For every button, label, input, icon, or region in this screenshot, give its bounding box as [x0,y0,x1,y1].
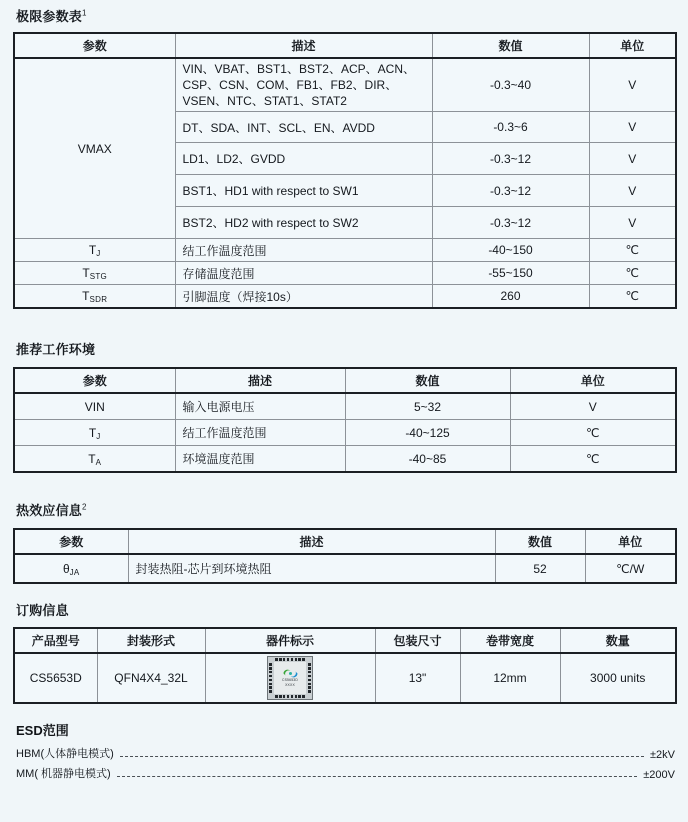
column-header-value: 数值 [345,368,510,393]
parameter-cell-tstg [14,262,175,285]
unit-cell: ℃ [510,420,676,446]
unit-cell: V [589,207,676,239]
chip-pins-bottom [275,695,305,698]
ordering-section-title: 订购信息 [16,603,69,618]
column-header-value: 数值 [495,529,585,554]
description-cell: BST1、HD1 with respect to SW1 [175,175,432,207]
table-header-row [14,33,676,58]
chip-core [274,662,306,694]
table-header-row [14,529,676,554]
esd-row-mm [16,765,675,781]
parameter-cell-tsdr [14,285,175,309]
table-row [14,393,676,420]
description-cell: DT、SDA、INT、SCL、EN、AVDD [175,112,432,143]
description-cell: 存储温度范围 [175,262,432,285]
description-cell: 封装热阻-芯片到环境热阻 [128,554,495,583]
column-header-tape-width: 卷带宽度 [460,628,560,653]
value-cell: -40~125 [345,420,510,446]
part-number-cell: CS5653D [14,653,97,703]
recommended-section-title: 推荐工作环境 [16,342,96,357]
parameter-symbol: T [88,451,96,466]
value-cell: -40~85 [345,446,510,473]
esd-label-mm: MM( 机器静电模式) [16,768,111,780]
absolute-max-section-title [16,6,675,25]
column-header-description: 描述 [175,368,345,393]
unit-cell: ℃/W [585,554,676,583]
parameter-cell-tj [14,239,175,262]
reel-size-cell: 13" [375,653,460,703]
column-header-parameter: 参数 [14,529,128,554]
column-header-package-type: 封装形式 [97,628,205,653]
unit-cell: V [589,112,676,143]
description-cell: BST2、HD2 with respect to SW2 [175,207,432,239]
description-cell: 结工作温度范围 [175,239,432,262]
chip-pins-left [269,663,272,693]
description-cell: 环境温度范围 [175,446,345,473]
description-cell: LD1、LD2、GVDD [175,143,432,175]
column-header-parameter: 参数 [14,368,175,393]
esd-leader-line [117,775,638,777]
unit-cell: V [589,175,676,207]
parameter-group-vmax: VMAX [14,58,175,239]
package-type-cell: QFN4X4_32L [97,653,205,703]
column-header-parameter: 参数 [14,33,175,58]
value-cell: -0.3~12 [432,207,589,239]
table-row [14,653,676,703]
description-cell: VIN、VBAT、BST1、BST2、ACP、ACN、CSP、CSN、COM、FB1、FB2、DIR、VSEN、NTC、STAT1、STAT2 [175,58,432,112]
parameter-cell-ta [14,446,175,473]
table-row [14,420,676,446]
esd-row-hbm [16,745,675,761]
table-row [14,285,676,309]
quantity-cell: 3000 units [560,653,676,703]
chip-pins-right [308,663,311,693]
column-header-part-number: 产品型号 [14,628,97,653]
unit-cell: ℃ [589,262,676,285]
table-row [14,554,676,583]
parameter-subscript: J [96,249,101,258]
value-cell: 52 [495,554,585,583]
absolute-max-title-text: 极限参数表 [16,9,83,24]
esd-value-mm: ±200V [643,769,675,781]
value-cell: -55~150 [432,262,589,285]
column-header-description: 描述 [175,33,432,58]
description-cell: 结工作温度范围 [175,420,345,446]
value-cell: -0.3~6 [432,112,589,143]
column-header-unit: 单位 [585,529,676,554]
value-cell: 260 [432,285,589,309]
parameter-symbol: T [82,289,90,303]
parameter-symbol: VIN [84,399,105,414]
thermal-section-title [16,500,675,519]
parameter-symbol: θ [62,561,70,576]
parameter-symbol: T [82,266,90,280]
column-header-description: 描述 [128,529,495,554]
chip-pins-top [275,658,305,661]
column-header-value: 数值 [432,33,589,58]
vendor-logo-icon [282,669,299,678]
absolute-maximum-ratings-table [13,32,677,309]
esd-section-title: ESD范围 [16,723,69,738]
parameter-subscript: SDR [89,295,108,304]
table-header-row [14,628,676,653]
column-header-unit: 单位 [510,368,676,393]
absolute-max-title-superscript: 1 [82,8,87,18]
description-cell: 引脚温度（焊接10s） [175,285,432,309]
unit-cell: V [510,393,676,420]
table-row [14,446,676,473]
parameter-cell-tj [14,420,175,446]
parameter-symbol: T [88,425,97,440]
parameter-subscript: JA [69,567,80,577]
qfn-chip-marking-icon [267,656,313,700]
parameter-subscript: J [96,431,101,441]
value-cell: -0.3~12 [432,143,589,175]
chip-marking-line2: XXXX [285,682,295,687]
esd-leader-line [120,755,644,757]
unit-cell: V [589,58,676,112]
table-row [14,58,676,112]
value-cell: -40~150 [432,239,589,262]
thermal-title-text: 热效应信息 [16,503,83,518]
ordering-information-table [13,627,677,704]
esd-value-hbm: ±2kV [650,749,675,761]
unit-cell: ℃ [510,446,676,473]
column-header-reel-size: 包装尺寸 [375,628,460,653]
parameter-subscript: A [95,457,102,467]
esd-label-hbm: HBM(人体静电模式) [16,748,114,760]
recommended-operating-conditions-table [13,367,677,473]
column-header-quantity: 数量 [560,628,676,653]
value-cell: -0.3~12 [432,175,589,207]
value-cell: 5~32 [345,393,510,420]
parameter-symbol: T [88,243,97,257]
description-cell: 输入电源电压 [175,393,345,420]
tape-width-cell: 12mm [460,653,560,703]
chip-marking-line1: CS5653D [281,678,299,683]
table-row [14,239,676,262]
value-cell: -0.3~40 [432,58,589,112]
parameter-cell-theta-ja [14,554,128,583]
table-row [14,262,676,285]
unit-cell: V [589,143,676,175]
unit-cell: ℃ [589,239,676,262]
device-marking-cell [205,653,375,703]
column-header-device-marking: 器件标示 [205,628,375,653]
chip-package-graphic [213,656,368,700]
table-header-row [14,368,676,393]
thermal-information-table [13,528,677,584]
unit-cell: ℃ [589,285,676,309]
parameter-cell-vin [14,393,175,420]
parameter-subscript: STG [89,272,108,281]
thermal-title-superscript: 2 [82,502,87,512]
column-header-unit: 单位 [589,33,676,58]
